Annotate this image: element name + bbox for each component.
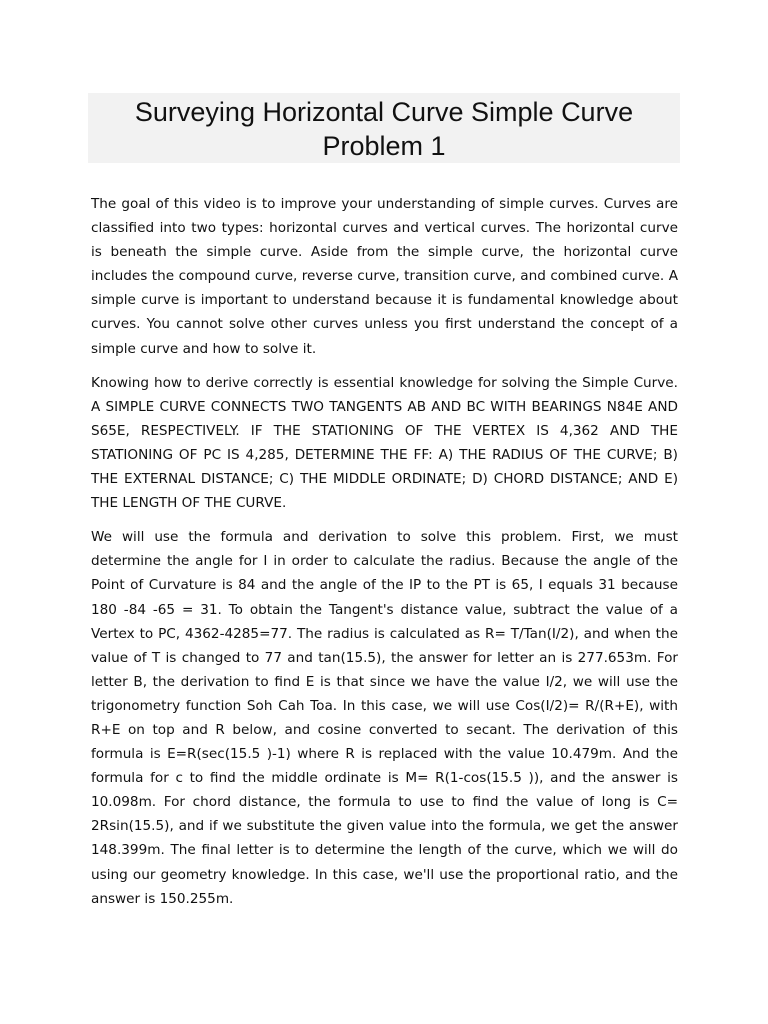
page-title-text: Surveying Horizontal Curve Simple Curve Problem 1 [134,97,634,161]
paragraph-problem: Knowing how to derive correctly is essential knowledge for solving the Simple Curve. A SIMPLE CURVE CONNECTS TWO TANGENTS AB AND BC WITH BEARINGS N84E AND S65E, RESPECTIVELY. IF THE STATIONING OF THE VERTEX IS 4,362 AND THE STATIONING OF PC IS 4,285, DETERMINE THE FF: A) THE RADIUS OF THE CURVE; B) THE EXTERNAL DISTANCE; C) THE MIDDLE ORDINATE; D) CHORD DISTANCE; AND E) THE LENGTH OF THE CURVE. [91,374,678,512]
page-title [88,93,680,163]
document-body [91,192,678,921]
paragraph-solution: We will use the formula and derivation to solve this problem. First, we must determine the angle for I in order to calculate the radius. Because the angle of the Point of Curvature is 84 and the angle of the IP to the PT is 65, I equals 31 because 180 -84 -65 = 31. To obtain the Tangent's distance value, subtract the value of a Vertex to PC, 4362-4285=77. The radius is calculated as R= T/Tan(I/2), and when the value of T is changed to 77 and tan(15.5), the answer for letter an is 277.653m. For letter B, the derivation to find E is that since we have the value I/2, we will use the trigonometry function Soh Cah Toa. In this case, we will use Cos(I/2)= R/(R+E), with R+E on top and R below, and cosine converted to secant. The derivation of this formula is E=R(sec(15.5 )-1) where R is replaced with the value 10.479m. And the formula for c to find the middle ordinate is M= R(1-cos(15.5 )), and the answer is 10.098m. For chord distance, the formula to use to find the value of long is C= 2Rsin(15.5), and if we substitute the given value into the formula, we get the answer 148.399m. The final letter is to determine the length of the curve, which we will do using our geometry knowledge. In this case, we'll use the proportional ratio, and the answer is 150.255m. [91,529,678,907]
paragraph-intro: The goal of this video is to improve your understanding of simple curves. Curves are classified into two types: horizontal curves and vertical curves. The horizontal curve is beneath the simple curve. Aside from the simple curve, the horizontal curve includes the compound curve, reverse curve, transition curve, and combined curve. A simple curve is important to understand because it is fundamental knowledge about curves. You cannot solve other curves unless you first understand the concept of a simple curve and how to solve it. [91,196,678,357]
